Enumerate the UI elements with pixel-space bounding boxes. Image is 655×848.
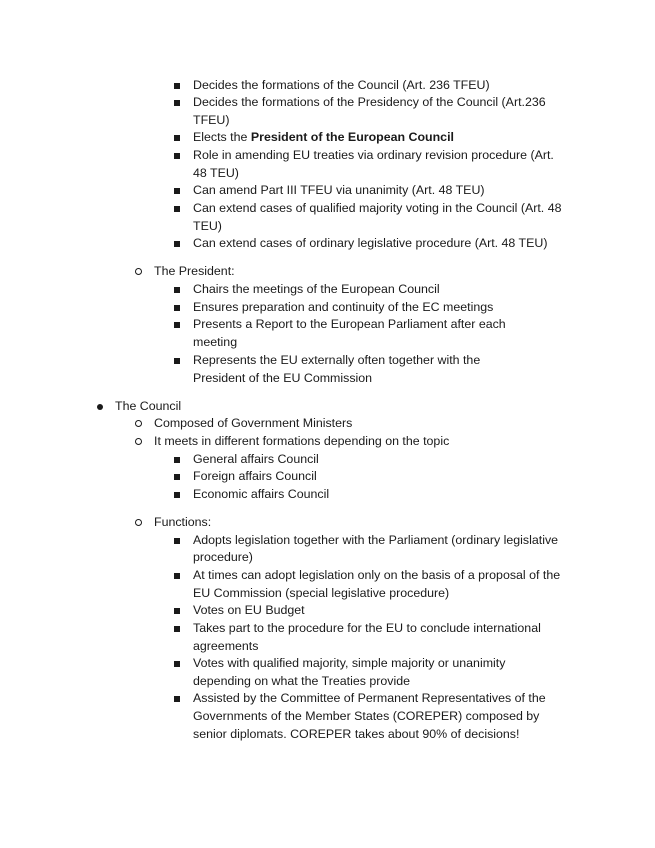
list-item-text: Foreign affairs Council bbox=[193, 469, 317, 483]
bullet-square bbox=[174, 135, 180, 141]
list-item-text: Composed of Government Ministers bbox=[154, 416, 353, 430]
list-item-text: Role in amending EU treaties via ordinary revision procedure (Art. bbox=[193, 148, 554, 162]
list-item-text: Assisted by the Committee of Permanent Representatives of the bbox=[193, 691, 546, 705]
bullet-square bbox=[174, 358, 180, 364]
list-item-text: Represents the EU externally often together with the bbox=[193, 353, 481, 367]
list-item-text: Decides the formations of the Council (Art. 236 TFEU) bbox=[193, 78, 490, 92]
bullet-square bbox=[174, 322, 180, 328]
bullet-circle bbox=[135, 438, 142, 445]
list-item-text: depending on what the Treaties provide bbox=[193, 674, 410, 688]
list-item-text: EU Commission (special legislative procedure) bbox=[193, 586, 450, 600]
bullet-square bbox=[174, 188, 180, 194]
bullet-square bbox=[174, 696, 180, 702]
bullet-square bbox=[174, 661, 180, 667]
list-item-text: Presents a Report to the European Parliament after each bbox=[193, 317, 506, 331]
bullet-disc bbox=[97, 404, 103, 410]
bullet-square bbox=[174, 305, 180, 311]
list-item-text bbox=[193, 129, 454, 145]
bullet-square bbox=[174, 474, 180, 480]
list-item-text: agreements bbox=[193, 639, 259, 653]
elects-bold: President of the European Council bbox=[250, 130, 454, 144]
elects-prefix: Elects the bbox=[193, 130, 251, 144]
list-item-text: Ensures preparation and continuity of the EC meetings bbox=[193, 300, 494, 314]
bullet-square bbox=[174, 538, 180, 544]
bullet-square bbox=[174, 287, 180, 293]
list-item-text: Decides the formations of the Presidency of the Council (Art.236 bbox=[193, 95, 546, 109]
bullet-circle bbox=[135, 519, 142, 526]
section-heading: Functions: bbox=[154, 515, 212, 529]
bullet-square bbox=[174, 241, 180, 247]
bullet-circle bbox=[135, 420, 142, 427]
list-item-text: General affairs Council bbox=[193, 452, 319, 466]
list-item-text: Chairs the meetings of the European Council bbox=[193, 282, 440, 296]
bullet-square bbox=[174, 492, 180, 498]
list-item-text: Can extend cases of ordinary legislative procedure (Art. 48 TEU) bbox=[193, 236, 548, 250]
list-item-text: meeting bbox=[193, 335, 238, 349]
section-heading: The Council bbox=[115, 399, 182, 413]
list-item-text: Governments of the Member States (COREPER) composed by bbox=[193, 709, 540, 723]
bullet-square bbox=[174, 573, 180, 579]
bullet-square bbox=[174, 206, 180, 212]
list-item-text: President of the EU Commission bbox=[193, 371, 373, 385]
bullet-square bbox=[174, 457, 180, 463]
bullet-square bbox=[174, 608, 180, 614]
list-item-text: TEU) bbox=[193, 219, 222, 233]
list-item-text: 48 TEU) bbox=[193, 166, 239, 180]
list-item-text: senior diplomats. COREPER takes about 90% of decisions! bbox=[193, 727, 520, 741]
list-item-text: Votes with qualified majority, simple majority or unanimity bbox=[193, 656, 506, 670]
list-item-text: Can extend cases of qualified majority voting in the Council (Art. 48 bbox=[193, 201, 562, 215]
list-item-text: Can amend Part III TFEU via unanimity (Art. 48 TEU) bbox=[193, 183, 485, 197]
list-item-text: TFEU) bbox=[193, 113, 230, 127]
list-item-text: At times can adopt legislation only on the basis of a proposal of the bbox=[193, 568, 561, 582]
bullet-square bbox=[174, 153, 180, 159]
section-heading: The President: bbox=[154, 264, 235, 278]
bullet-square bbox=[174, 83, 180, 89]
list-item-text: Votes on EU Budget bbox=[193, 603, 305, 617]
list-item-text: Economic affairs Council bbox=[193, 487, 330, 501]
bullet-square bbox=[174, 626, 180, 632]
list-item-text: Takes part to the procedure for the EU to conclude international bbox=[193, 621, 541, 635]
list-item-text: It meets in different formations depending on the topic bbox=[154, 434, 450, 448]
bullet-square bbox=[174, 100, 180, 106]
list-item-text: Adopts legislation together with the Parliament (ordinary legislative bbox=[193, 533, 559, 547]
bullet-circle bbox=[135, 268, 142, 275]
list-item-text: procedure) bbox=[193, 550, 253, 564]
